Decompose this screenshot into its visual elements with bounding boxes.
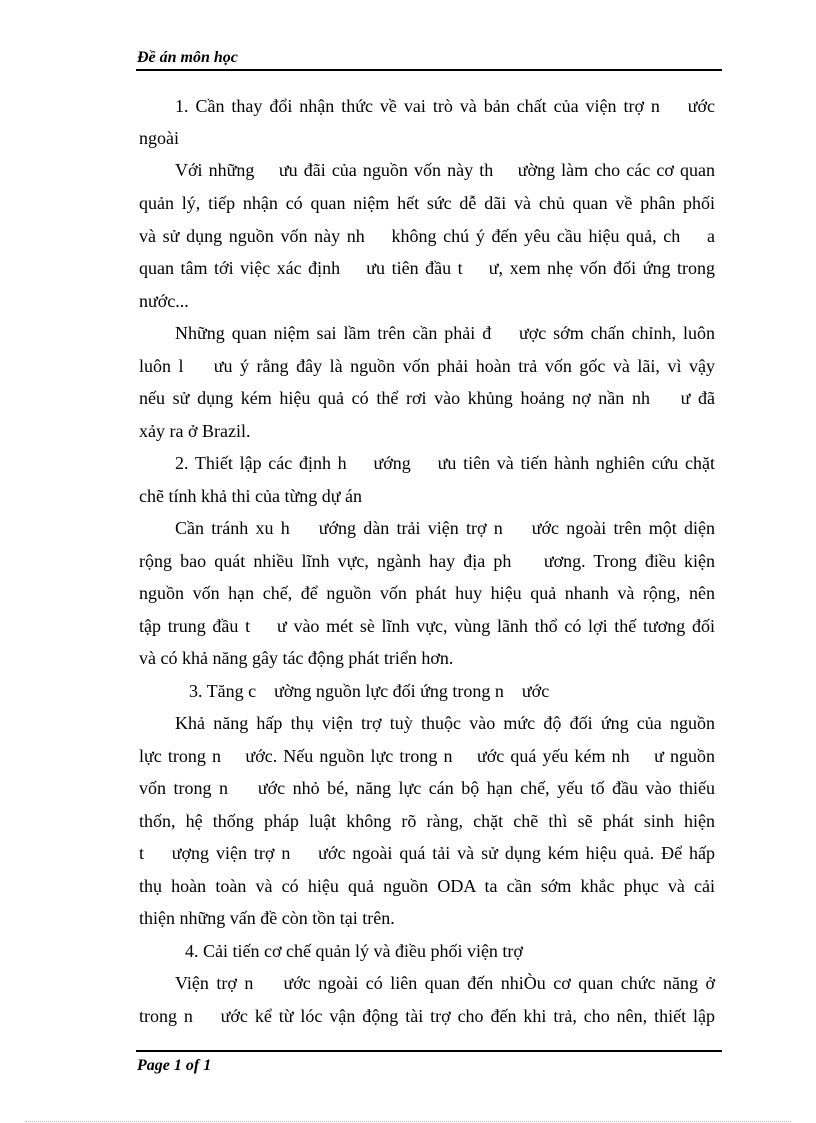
paragraph-line: trong n ước kể từ lóc vận động tài trợ cho đến khi trả, cho nên, thiết lập	[139, 1006, 715, 1026]
header-divider	[136, 69, 722, 71]
paragraph-line: vốn trong n ước nhỏ bé, năng lực cán bộ hạn chế, yếu tố đầu vào thiếu	[139, 778, 715, 798]
paragraph-line: Viện trợ n ước ngoài có liên quan đến nhiÒu cơ quan chức năng ở	[175, 973, 715, 993]
paragraph-line: nước...	[139, 291, 189, 311]
paragraph-line: Những quan niệm sai lầm trên cần phải đ ược sớm chấn chỉnh, luôn	[175, 323, 715, 343]
paragraph-line: Cần tránh xu h ướng dàn trải viện trợ n ước ngoài trên một diện	[175, 518, 715, 538]
paragraph-line: quản lý, tiếp nhận có quan niệm hết sức dễ dãi và chủ quan về phân phối	[139, 193, 715, 213]
paragraph-line: rộng bao quát nhiều lĩnh vực, ngành hay địa ph ương. Trong điều kiện	[139, 551, 715, 571]
paragraph-line: nếu sử dụng kém hiệu quả có thể rơi vào khủng hoảng nợ nần nh ư đã	[139, 388, 715, 408]
paragraph-line: xảy ra ở Brazil.	[139, 421, 251, 441]
paragraph-line: và có khả năng gây tác động phát triển hơn.	[139, 648, 454, 668]
footer-divider	[136, 1050, 722, 1052]
paragraph-line: Khả năng hấp thụ viện trợ tuỳ thuộc vào mức độ đối ứng của nguồn	[175, 713, 715, 733]
heading-1-continued: ngoài	[139, 128, 179, 148]
paragraph-line: nguồn vốn hạn chế, để nguồn vốn phát huy hiệu quả nhanh và rộng, nên	[139, 583, 715, 603]
page-boundary	[25, 1121, 791, 1122]
heading-4: 4. Cải tiến cơ chế quản lý và điều phối viện trợ	[185, 941, 523, 961]
paragraph-line: quan tâm tới việc xác định ưu tiên đầu t ư, xem nhẹ vốn đối ứng trong	[139, 258, 715, 278]
paragraph-line: và sử dụng nguồn vốn này nh không chú ý đến yêu cầu hiệu quả, ch a	[139, 226, 715, 246]
paragraph-line: t ượng viện trợ n ước ngoài quá tải và sử dụng kém hiệu quả. Để hấp	[139, 843, 715, 863]
paragraph-line: thụ hoàn toàn và có hiệu quả nguồn ODA ta cần sớm khắc phục và cải	[139, 876, 715, 896]
paragraph-line: luôn l ưu ý rằng đây là nguồn vốn phải hoàn trả vốn gốc và lãi, vì vậy	[139, 356, 715, 376]
heading-2-continued: chẽ tính khả thi của từng dự án	[139, 486, 362, 506]
paragraph-line: Với những ưu đãi của nguồn vốn này th ường làm cho các cơ quan	[175, 160, 715, 180]
heading-2: 2. Thiết lập các định h ướng ưu tiên và tiến hành nghiên cứu chặt	[175, 453, 715, 473]
paragraph-line: thốn, hệ thống pháp luật không rõ ràng, chặt chẽ thì sẽ phát sinh hiện	[139, 811, 715, 831]
heading-1: 1. Cần thay đổi nhận thức về vai trò và bản chất của viện trợ n ước	[175, 96, 715, 116]
paragraph-line: lực trong n ước. Nếu nguồn lực trong n ước quá yếu kém nh ư nguồn	[139, 746, 715, 766]
page-number: Page 1 of 1	[137, 1057, 212, 1074]
paragraph-line: tập trung đầu t ư vào mét sè lĩnh vực, vùng lãnh thổ có lợi thế tương đối	[139, 616, 715, 636]
page-header-title: Đề án môn học	[137, 49, 238, 66]
paragraph-line: thiện những vấn đề còn tồn tại trên.	[139, 908, 395, 928]
heading-3: 3. Tăng c ường nguồn lực đối ứng trong n ước	[189, 681, 550, 701]
